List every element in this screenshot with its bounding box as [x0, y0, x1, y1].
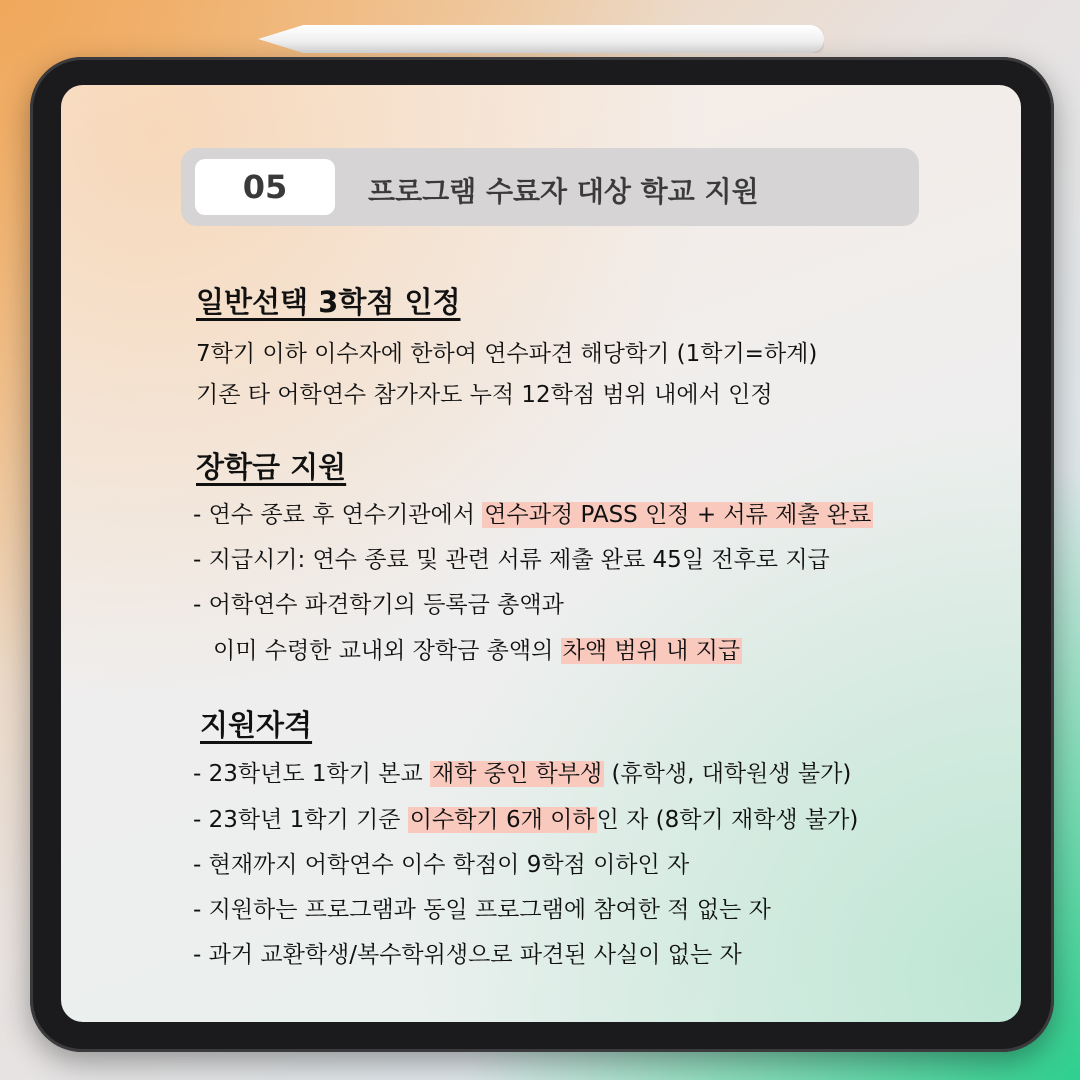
tablet-screen: [61, 85, 1021, 1022]
section-header: [181, 148, 919, 226]
credit-line: 7학기 이하 이수자에 한하여 연수파견 해당학기 (1학기=하계): [196, 341, 818, 367]
highlight-text: 이수학기 6개 이하: [409, 807, 595, 833]
section-title-scholarship: 장학금 지원: [196, 450, 347, 484]
eligibility-line: - 현재까지 어학연수 이수 학점이 9학점 이하인 자: [193, 852, 690, 878]
eligibility-line: - 과거 교환학생/복수학위생으로 파견된 사실이 없는 자: [193, 942, 742, 968]
line-text: 인 자 (8학기 재학생 불가): [596, 807, 859, 833]
eligibility-line: [193, 804, 858, 836]
highlight-text: 연수과정 PASS 인정 + 서류 제출 완료: [484, 502, 872, 528]
line-text: - 연수 종료 후 연수기관에서: [193, 502, 483, 528]
eligibility-line: - 지원하는 프로그램과 동일 프로그램에 참여한 적 없는 자: [193, 897, 771, 923]
scholarship-line: - 지급시기: 연수 종료 및 관련 서류 제출 완료 45일 전후로 지급: [193, 547, 830, 573]
eligibility-line: [193, 758, 851, 790]
page-title: 프로그램 수료자 대상 학교 지원: [368, 175, 759, 208]
section-number: 05: [195, 159, 335, 215]
scholarship-line: [193, 499, 873, 531]
highlight-text: 재학 중인 학부생: [431, 761, 603, 787]
line-text: 이미 수령한 교내외 장학금 총액의: [213, 638, 561, 664]
scholarship-line: - 어학연수 파견학기의 등록금 총액과: [193, 592, 564, 618]
line-text: - 23학년도 1학기 본교: [193, 761, 430, 787]
line-text: - 23학년 1학기 기준: [193, 807, 408, 833]
highlight-text: 차액 범위 내 지급: [562, 638, 741, 664]
credit-line: 기존 타 어학연수 참가자도 누적 12학점 범위 내에서 인정: [196, 382, 773, 408]
section-title-eligibility: 지원자격: [200, 708, 313, 742]
apple-pencil: [258, 25, 824, 53]
scholarship-line: [213, 635, 742, 667]
section-title-credit: 일반선택 3학점 인정: [196, 285, 461, 319]
line-text: (휴학생, 대학원생 불가): [604, 761, 852, 787]
